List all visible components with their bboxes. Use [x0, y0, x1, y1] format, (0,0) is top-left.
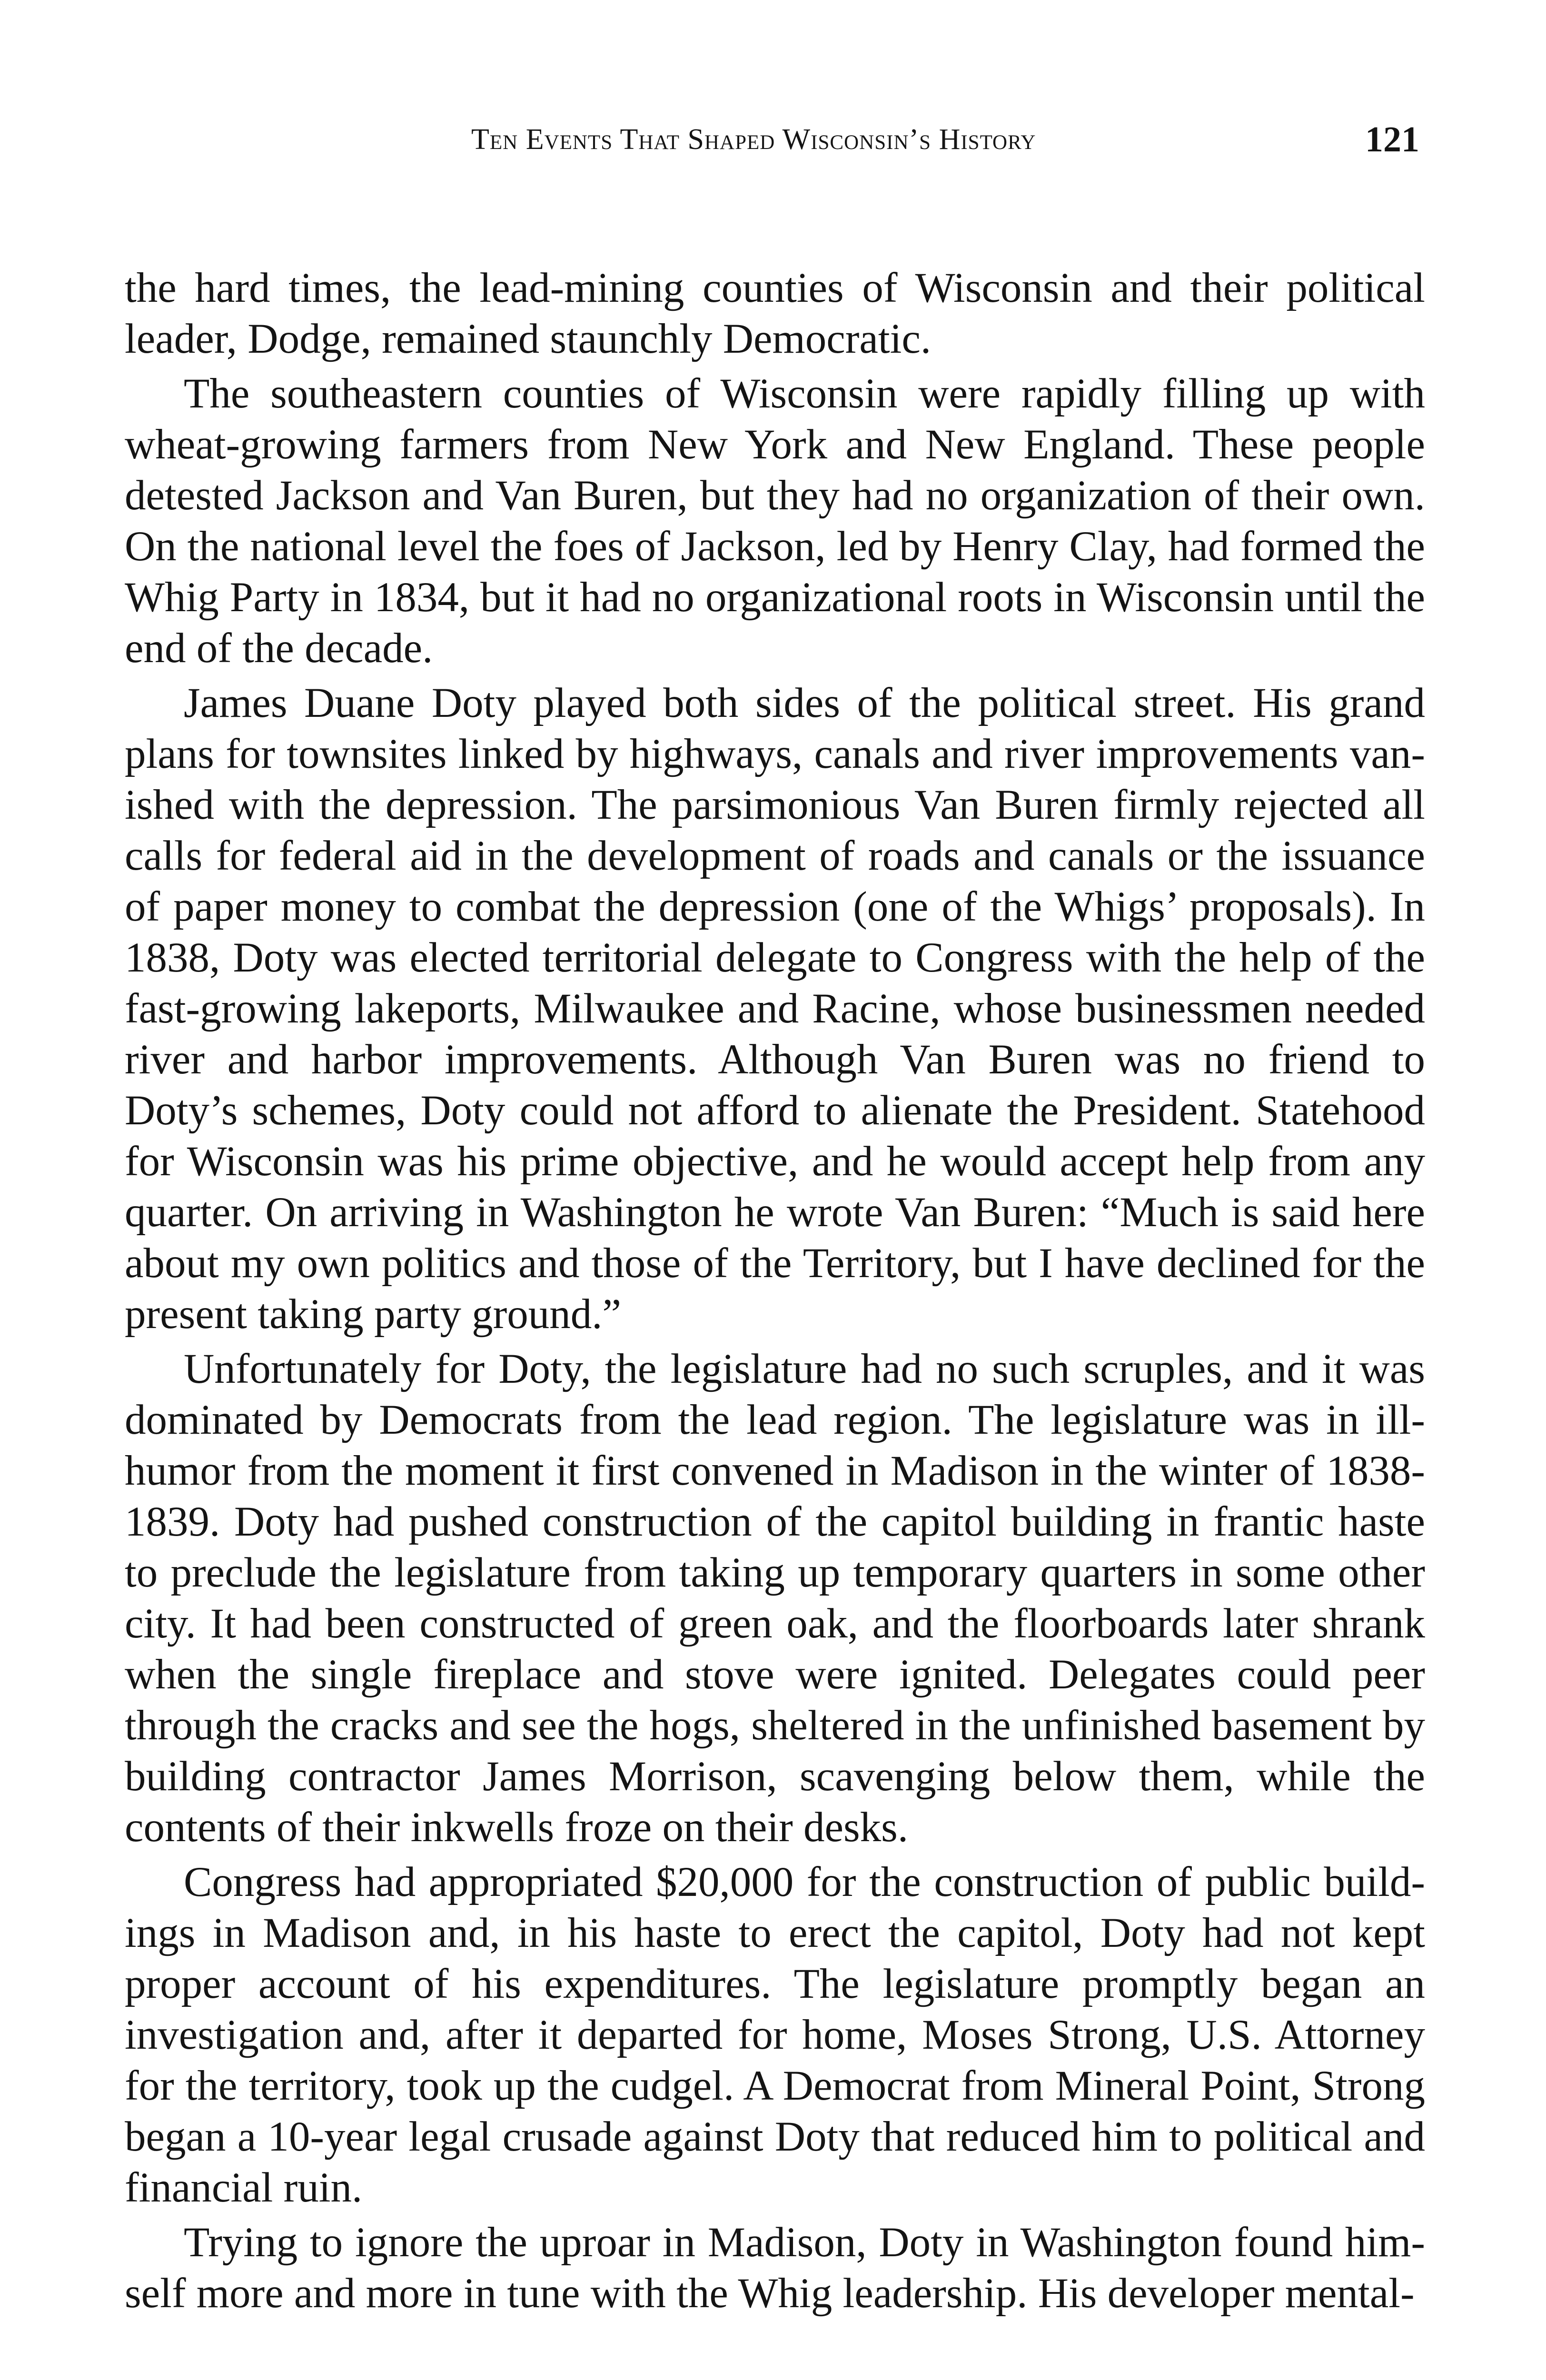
- paragraph-congress-appropriation: Congress had appropriated $20,000 for the construction of public buildings in Madison and, in his haste to erect the capitol, Doty had not kept proper account of his expenditures. The legislature promptly began an investigation and, after it departed for home, Moses Strong, U.S. Attorney for the territory, took up the cudgel. A Democrat from Mineral Point, Strong began a 10-year legal crusade against Doty that reduced him to political and financial ruin.: [125, 1859, 1425, 2211]
- body-text: [125, 263, 1425, 2323]
- paragraph-continued: the hard times, the lead-mining counties of Wisconsin and their political leader, Dodge, remained staunchly Democratic.: [125, 265, 1425, 362]
- running-head: Ten Events That Shaped Wisconsin’s History: [471, 123, 1036, 156]
- paragraph-legislature-capitol: Unfortunately for Doty, the legislature had no such scruples, and it was dominated by Democrats from the lead region. The legislature was in illhumor from the moment it first convened in Madison in the winter of 1838-1839. Doty had pushed construction of the capitol building in frantic haste to preclude the legislature from taking up temporary quarters in some other city. It had been constructed of green oak, and the floorboards later shrank when the single fireplace and stove were ignited. Delegates could peer through the cracks and see the hogs, sheltered in the unfinished basement by building contractor James Morrison, scavenging below them, while the contents of their inkwells froze on their desks.: [125, 1346, 1425, 1851]
- paragraph-whig-leadership: Trying to ignore the uproar in Madison, Doty in Washington found himself more and more in tune with the Whig leadership. His developer mental-: [125, 2219, 1425, 2317]
- page-number: 121: [1365, 119, 1419, 159]
- paragraph-doty-political-street: James Duane Doty played both sides of the political street. His grand plans for townsites linked by highways, canals and river improvements vanished with the depression. The parsimonious Van Buren firmly rejected all calls for federal aid in the development of roads and canals or the issuance of paper money to combat the depression (one of the Whigs’ proposals). In 1838, Doty was elected territorial delegate to Congress with the help of the fast-growing lakeports, Milwaukee and Racine, whose businessmen needed river and harbor improvements. Although Van Buren was no friend to Doty’s schemes, Doty could not afford to alienate the President. Statehood for Wisconsin was his prime objective, and he would accept help from any quarter. On arriving in Washington he wrote Van Buren: “Much is said here about my own politics and those of the Territory, but I have declined for the present taking party ground.”: [125, 680, 1425, 1338]
- paragraph-southeastern-counties: The southeastern counties of Wisconsin were rapidly filling up with wheat-growing farmers from New York and New England. These people detested Jackson and Van Buren, but they had no organization of their own. On the national level the foes of Jackson, led by Henry Clay, had formed the Whig Party in 1834, but it had no organizational roots in Wisconsin until the end of the decade.: [125, 370, 1425, 672]
